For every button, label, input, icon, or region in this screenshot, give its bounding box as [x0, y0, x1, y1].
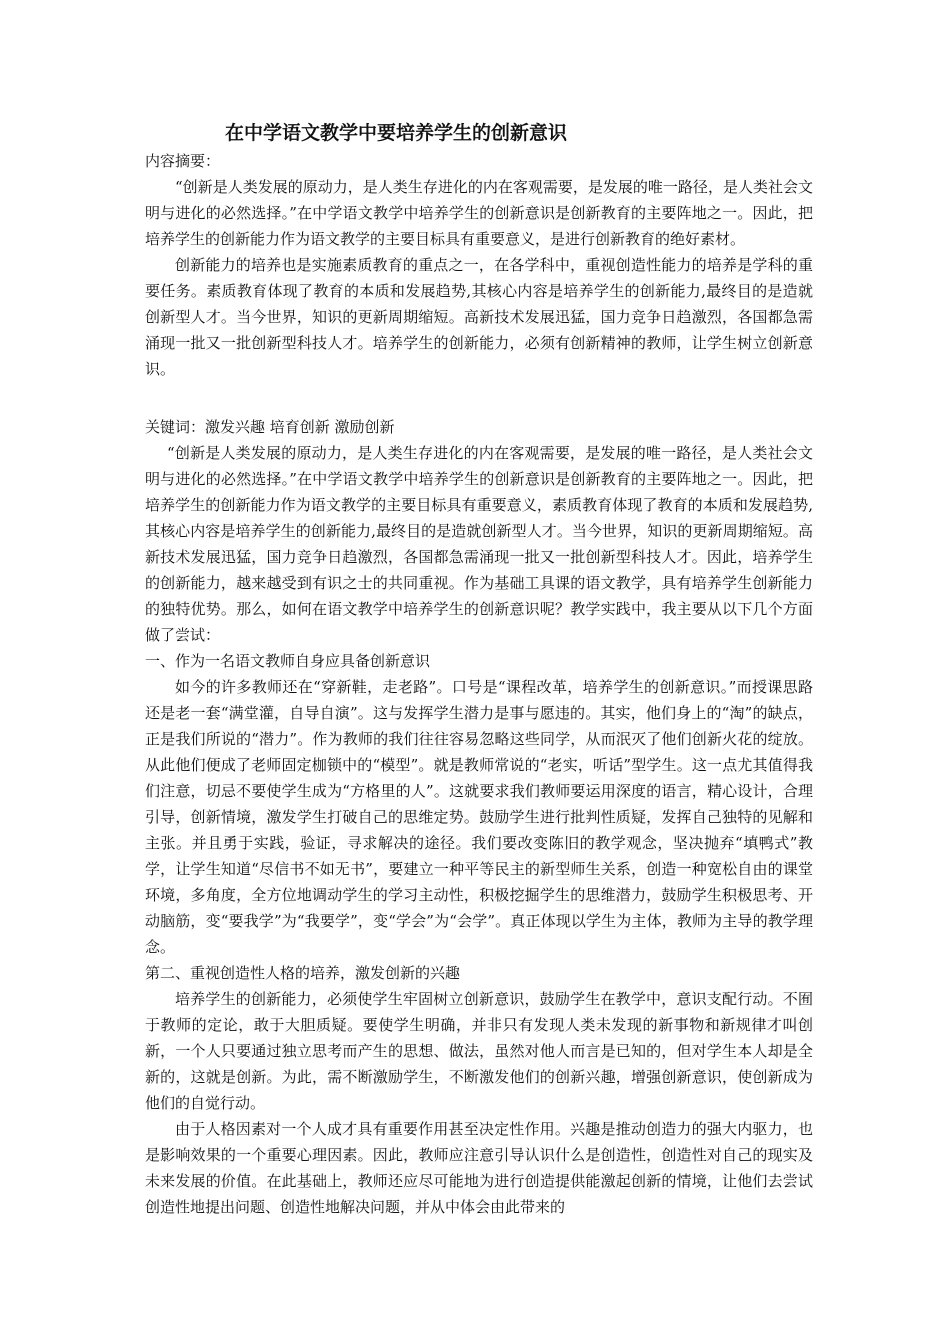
document-title: 在中学语文教学中要培养学生的创新意识	[225, 122, 568, 144]
abstract-paragraph-1: “创新是人类发展的原动力，是人类生存进化的内在客观需要，是发展的唯一路径，是人类社会文明与进化的必然选择。”在中学语文教学中培养学生的创新意识是创新教育的主要阵地之一。因此，把培养学生的创新能力作为语文教学的主要目标具有重要意义，是进行创新教育的绝好素材。	[145, 178, 813, 248]
abstract-label: 内容摘要：	[145, 152, 221, 170]
keywords-line: 关键词：激发兴趣 培育创新 激励创新	[145, 418, 395, 436]
section-1-heading: 一、作为一名语文教师自身应具备创新意识	[145, 652, 431, 670]
section-2-paragraph-1: 培养学生的创新能力，必须使学生牢固树立创新意识，鼓励学生在教学中，意识支配行动。不囿于教师的定论，敢于大胆质疑。要使学生明确，并非只有发现人类未发现的新事物和新规律才叫创新，一个人只要通过独立思考而产生的思想、做法，虽然对他人而言是已知的，但对学生本人却是全新的，这就是创新。为此，需不断激励学生，不断激发他们的创新兴趣，增强创新意识，使创新成为他们的自觉行动。	[145, 990, 813, 1112]
document-page	[145, 118, 813, 1220]
intro-paragraph: “创新是人类发展的原动力，是人类生存进化的内在客观需要，是发展的唯一路径，是人类社会文明与进化的必然选择。”在中学语文教学中培养学生的创新意识是创新教育的主要阵地之一。因此，把培养学生的创新能力作为语文教学的主要目标具有重要意义，素质教育体现了教育的本质和发展趋势,其核心内容是培养学生的创新能力,最终目的是造就创新型人才。当今世界，知识的更新周期缩短。高新技术发展迅猛，国力竞争日趋激烈，各国都急需涌现一批又一批创新型科技人才。因此，培养学生的创新能力，越来越受到有识之士的共同重视。作为基础工具课的语文教学，具有培养学生创新能力的独特优势。那么，如何在语文教学中培养学生的创新意识呢？教学实践中，我主要从以下几个方面做了尝试：	[145, 444, 813, 644]
section-2-paragraph-2: 由于人格因素对一个人成才具有重要作用甚至决定性作用。兴趣是推动创造力的强大内驱力，也是影响效果的一个重要心理因素。因此，教师应注意引导认识什么是创造性，创造性对自己的现实及未来发展的价值。在此基础上，教师还应尽可能地为进行创造提供能激起创新的情境，让他们去尝试创造性地提出问题、创造性地解决问题，并从中体会由此带来的	[145, 1120, 813, 1216]
abstract-paragraph-2: 创新能力的培养也是实施素质教育的重点之一，在各学科中，重视创造性能力的培养是学科的重要任务。素质教育体现了教育的本质和发展趋势,其核心内容是培养学生的创新能力,最终目的是造就创新型人才。当今世界，知识的更新周期缩短。高新技术发展迅猛，国力竞争日趋激烈，各国都急需涌现一批又一批创新型科技人才。培养学生的创新能力，必须有创新精神的教师，让学生树立创新意识。	[145, 256, 813, 378]
section-1-paragraph: 如今的许多教师还在“穿新鞋，走老路”。口号是“课程改革，培养学生的创新意识。”而授课思路还是老一套“满堂灌，自导自演”。这与发挥学生潜力是事与愿违的。其实，他们身上的“淘”的缺点，正是我们所说的“潜力”。作为教师的我们往往容易忽略这些同学，从而泯灭了他们创新火花的绽放。从此他们便成了老师固定枷锁中的“模型”。就是教师常说的“老实，听话”型学生。这一点尤其值得我们注意，切忌不要使学生成为“方格里的人”。这就要求我们教师要运用深度的语言，精心设计，合理引导，创新情境，激发学生打破自己的思维定势。鼓励学生进行批判性质疑，发挥自己独特的见解和主张。并且勇于实践，验证，寻求解决的途径。我们要改变陈旧的教学观念，坚决抛弃“填鸭式”教学，让学生知道“尽信书不如无书”，要建立一种平等民主的新型师生关系，创造一种宽松自由的课堂环境，多角度，全方位地调动学生的学习主动性，积极挖掘学生的思维潜力，鼓励学生积极思考、开动脑筋，变“要我学”为“我要学”，变“学会”为“会学”。真正体现以学生为主体，教师为主导的教学理念。	[145, 678, 813, 956]
section-2-heading: 第二、重视创造性人格的培养，激发创新的兴趣	[145, 964, 461, 982]
spacer	[145, 382, 813, 408]
